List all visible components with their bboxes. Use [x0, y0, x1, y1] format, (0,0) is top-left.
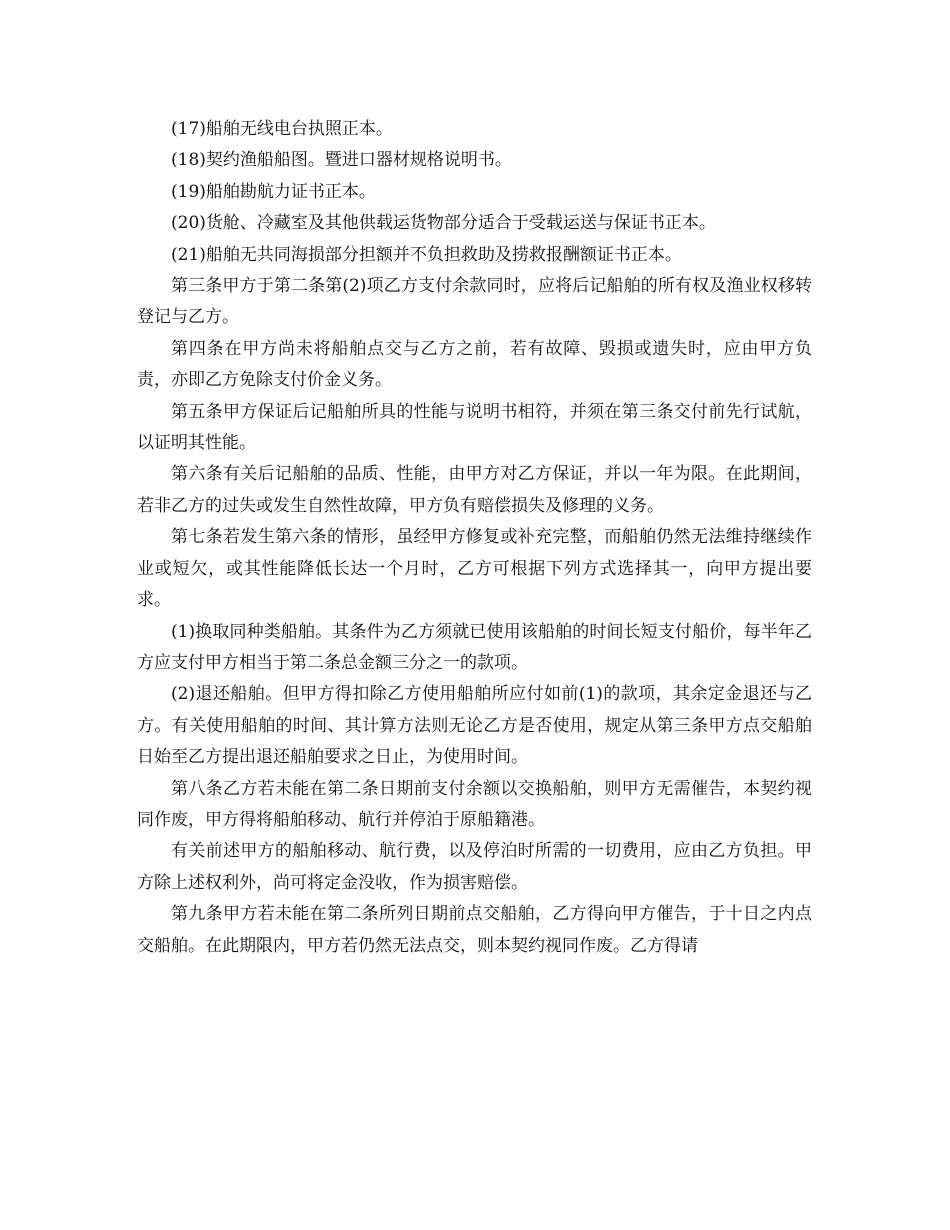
article-9: 第九条甲方若未能在第二条所列日期前点交船舶，乙方得向甲方催告，于十日之内点交船舶。在此期限内，甲方若仍然无法点交，则本契约视同作废。乙方得请 [137, 904, 812, 956]
article-8-supplement: 有关前述甲方的船舶移动、航行费，以及停泊时所需的一切费用，应由乙方负担。甲方除上述权利外，尚可将定金没收，作为损害赔偿。 [137, 841, 812, 893]
clause-item-19: (19)船舶勘航力证书正本。 [171, 181, 376, 202]
article-5: 第五条甲方保证后记船舶所具的性能与说明书相符，并须在第三条交付前先行试航，以证明其性能。 [137, 401, 812, 454]
clause-item-21: (21)船舶无共同海损部分担额并不负担救助及捞救报酬额证书正本。 [171, 244, 682, 265]
document-body [137, 114, 812, 962]
article-3: 第三条甲方于第二条第(2)项乙方支付余款同时，应将后记船舶的所有权及渔业权移转登记与乙方。 [137, 276, 812, 328]
clause-item-20: (20)货舱、冷藏室及其他供载运货物部分适合于受载运送与保证书正本。 [171, 213, 716, 234]
clause-item-17: (17)船舶无线电台执照正本。 [171, 119, 393, 139]
article-8: 第八条乙方若未能在第二条日期前支付余额以交换船舶，则甲方无需催告，本契约视同作废，甲方得将船舶移动、航行并停泊于原船籍港。 [137, 778, 812, 830]
article-7: 第七条若发生第六条的情形，虽经甲方修复或补充完整，而船舶仍然无法维持继续作业或短欠，或其性能降低长达一个月时，乙方可根据下列方式选择其一，向甲方提出要求。 [137, 527, 812, 611]
clause-item-18: (18)契约渔船船图。暨进口器材规格说明书。 [171, 150, 512, 171]
article-4: 第四条在甲方尚未将船舶点交与乙方之前，若有故障、毁损或遗失时，应由甲方负责，亦即乙方免除支付价金义务。 [137, 338, 812, 391]
article-6: 第六条有关后记船舶的品质、性能，由甲方对乙方保证，并以一年为限。在此期间，若非乙方的过失或发生自然性故障，甲方负有赔偿损失及修理的义务。 [137, 464, 812, 516]
article-7-option-2: (2)退还船舶。但甲方得扣除乙方使用船舶所应付如前(1)的款项，其余定金退还与乙方。有关使用船舶的时间、其计算方法则无论乙方是否使用，规定从第三条甲方点交船舶日始至乙方提出退还船舶要求之日止，为使用时间。 [137, 684, 812, 768]
article-7-option-1: (1)换取同种类船舶。其条件为乙方须就已使用该船舶的时间长短支付船价，每半年乙方应支付甲方相当于第二条总金额三分之一的款项。 [137, 621, 812, 673]
